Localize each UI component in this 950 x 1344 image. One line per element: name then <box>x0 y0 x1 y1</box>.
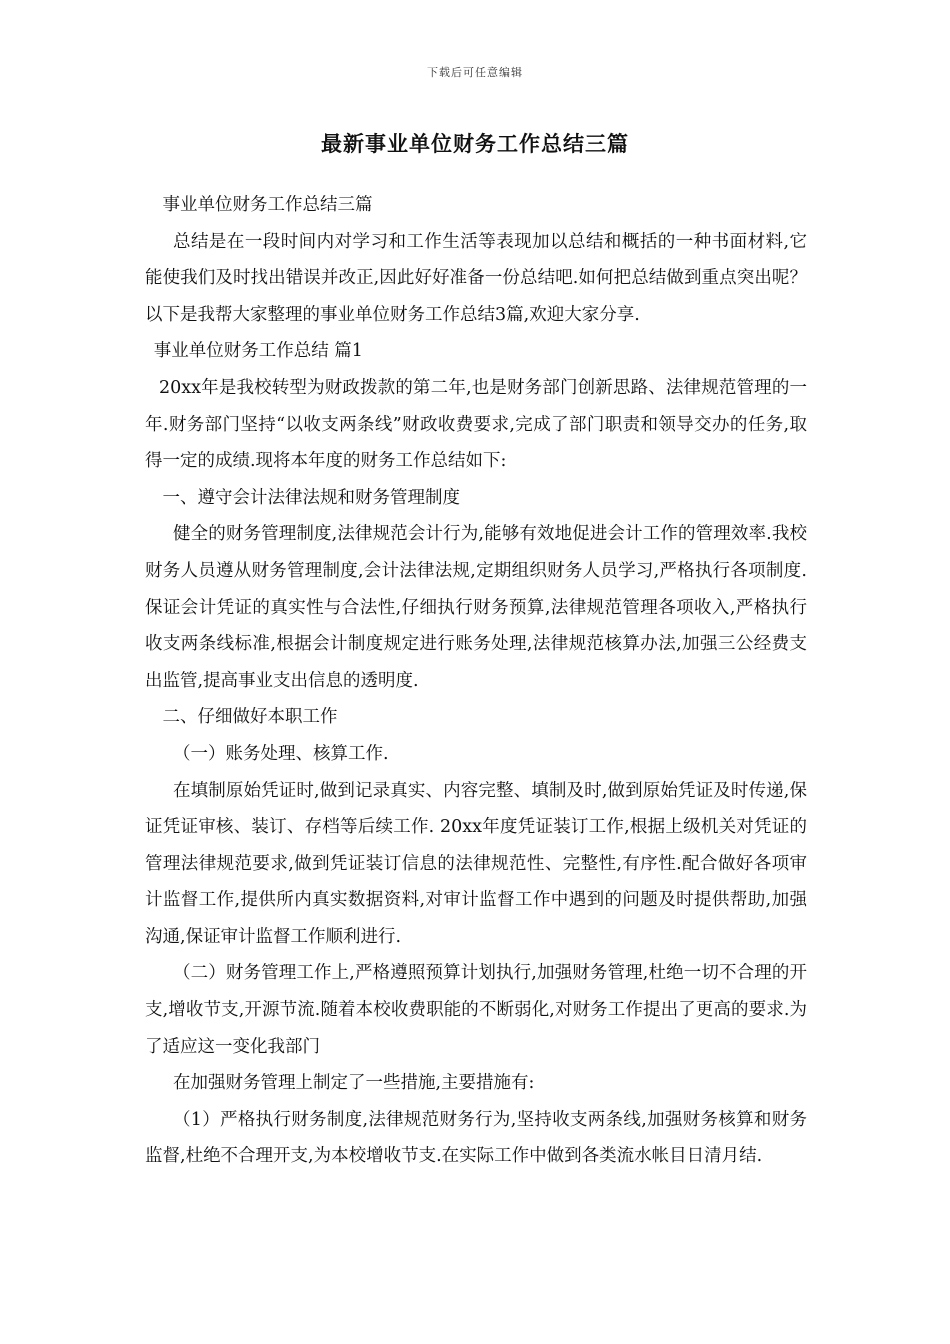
page-header: 下载后可任意编辑 <box>427 66 523 79</box>
subsection-heading: （一）账务处理、核算工作. <box>173 743 389 764</box>
section-heading: 一、遵守会计法律法规和财务管理制度 <box>162 487 460 508</box>
intro-paragraph: 总结是在一段时间内对学习和工作生活等表现加以总结和概括的一种书面材料,它能使我们及时找出错误并改正,因此好好准备一份总结吧.如何把总结做到重点突出呢？以下是我帮大家整理的事业单位财务工作总结3篇,欢迎大家分享. <box>145 231 807 325</box>
section-heading: 事业单位财务工作总结 篇1 <box>153 341 363 362</box>
paragraph: 健全的财务管理制度,法律规范会计行为,能够有效地促进会计工作的管理效率.我校财务人员遵从财务管理制度,会计法律法规,定期组织财务人员学习,严格执行各项制度.保证会计凭证的真实性与合法性,仔细执行财务预算,法律规范管理各项收入,严格执行收支两条线标准,根据会计制度规定进行账务处理,法律规范核算办法,加强三公经费支出监管,提高事业支出信息的透明度. <box>145 524 807 691</box>
paragraph: 在加强财务管理上制定了一些措施,主要措施有: <box>173 1073 535 1094</box>
paragraph: （二）财务管理工作上,严格遵照预算计划执行,加强财务管理,杜绝一切不合理的开支,增收节支,开源节流.随着本校收费职能的不断弱化,对财务工作提出了更高的要求.为了适应这一变化我部门 <box>145 963 807 1057</box>
paragraph: 20xx年是我校转型为财政拨款的第二年,也是财务部门创新思路、法律规范管理的一年.财务部门坚持“以收支两条线”财政收费要求,完成了部门职责和领导交办的任务,取得一定的成绩.现将本年度的财务工作总结如下: <box>145 377 807 472</box>
subtitle-paragraph: 事业单位财务工作总结三篇 <box>162 195 373 215</box>
document-body <box>145 187 807 1175</box>
paragraph: 在填制原始凭证时,做到记录真实、内容完整、填制及时,做到原始凭证及时传递,保证凭证审核、装订、存档等后续工作. 20xx年度凭证装订工作,根据上级机关对凭证的管理法律规范要求,做到凭证装订信息的法律规范性、完整性,有序性.配合做好各项审计监督工作,提供所内真实数据资料,对审计监督工作中遇到的问题及时提供帮助,加强沟通,保证审计监督工作顺利进行. <box>145 780 807 947</box>
document-title: 最新事业单位财务工作总结三篇 <box>321 131 629 156</box>
section-heading: 二、仔细做好本职工作 <box>162 707 338 728</box>
paragraph: （1）严格执行财务制度,法律规范财务行为,坚持收支两条线,加强财务核算和财务监督,杜绝不合理开支,为本校增收节支.在实际工作中做到各类流水帐目日清月结. <box>145 1109 807 1167</box>
